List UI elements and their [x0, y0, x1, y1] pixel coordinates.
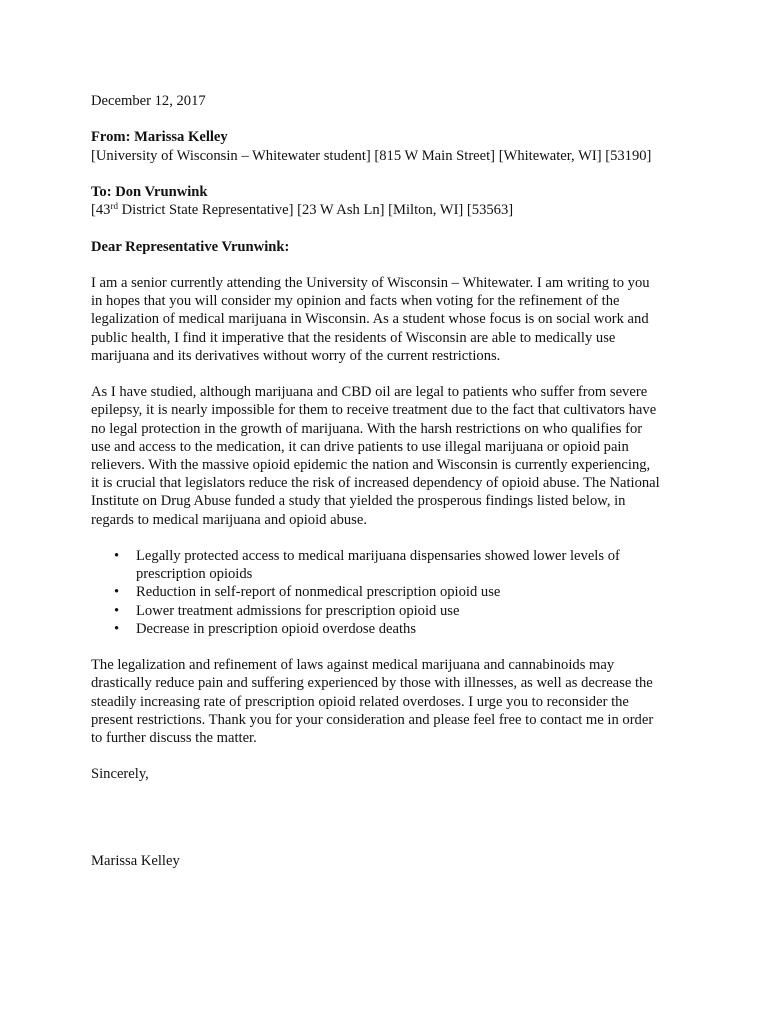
list-item-line: prescription opioids [136, 566, 253, 583]
paragraph-line: marijuana and its derivatives without worry of the current restrictions. [91, 347, 501, 364]
bullet-icon: • [114, 547, 120, 564]
to-details-prefix: [43 [91, 202, 111, 219]
paragraph-line: I am a senior currently attending the University of Wisconsin – Whitewater. I am writing to you [91, 274, 650, 291]
list-item [91, 602, 711, 620]
paragraph-line: regards to medical marijuana and opioid abuse. [91, 511, 367, 528]
salutation: Dear Representative Vrunwink: [91, 238, 290, 255]
paragraph-line: epilepsy, it is nearly impossible for them to receive treatment due to the fact that cultivators have [91, 402, 657, 419]
paragraph-line: use and access to the medication, it can drive patients to use illegal marijuana or opioid pain [91, 438, 629, 455]
signature-name: Marissa Kelley [91, 853, 180, 870]
list-item-line: Reduction in self-report of nonmedical prescription opioid use [136, 584, 501, 601]
list-item-line: Decrease in prescription opioid overdose deaths [136, 620, 417, 637]
to-details-superscript: rd [110, 201, 118, 212]
paragraph-line: to further discuss the matter. [91, 730, 257, 746]
letter-date: December 12, 2017 [91, 93, 206, 109]
paragraph-line: it is crucial that legislators reduce the risk of increased dependency of opioid abuse. The National [91, 475, 660, 492]
paragraph-intro [91, 274, 711, 365]
bullet-icon: • [114, 620, 120, 637]
list-item [91, 547, 711, 583]
to-details [91, 201, 711, 219]
paragraph-line: The legalization and refinement of laws against medical marijuana and cannabinoids may [91, 657, 615, 674]
paragraph-line: public health, I find it imperative that the residents of Wisconsin are able to medically use [91, 329, 616, 346]
list-item [91, 583, 711, 601]
to-label: To: Don Vrunwink [91, 183, 208, 200]
paragraph-line: no legal protection in the growth of marijuana. With the harsh restrictions on who qualifies for [91, 420, 643, 437]
paragraph-line: steadily increasing rate of prescription opioid related overdoses. I urge you to reconsider the [91, 693, 629, 710]
letter-page [91, 92, 711, 870]
bullet-icon: • [114, 602, 120, 619]
paragraph-conclusion [91, 656, 711, 747]
from-label: From: Marissa Kelley [91, 129, 228, 146]
closing: Sincerely, [91, 766, 149, 783]
list-item-line: Lower treatment admissions for prescription opioid use [136, 602, 460, 619]
paragraph-line: in hopes that you will consider my opinion and facts when voting for the refinement of the [91, 293, 620, 310]
paragraph-study [91, 383, 711, 529]
paragraph-line: drastically reduce pain and suffering experienced by those with illnesses, as well as decrease the [91, 675, 653, 692]
paragraph-line: As I have studied, although marijuana and CBD oil are legal to patients who suffer from severe [91, 384, 648, 401]
to-details-rest: District State Representative] [23 W Ash Ln] [Milton, WI] [53563] [117, 202, 514, 219]
bullet-icon: • [114, 584, 120, 601]
paragraph-line: relievers. With the massive opioid epidemic the nation and Wisconsin is currently experiencing, [91, 456, 651, 473]
paragraph-line: present restrictions. Thank you for your consideration and please feel free to contact me in order [91, 711, 654, 728]
paragraph-line: Institute on Drug Abuse funded a study that yielded the prosperous findings listed below, in [91, 493, 626, 510]
list-item [91, 620, 711, 638]
findings-list [91, 547, 711, 638]
paragraph-line: legalization of medical marijuana in Wisconsin. As a student whose focus is on social work and [91, 311, 649, 328]
from-details: [University of Wisconsin – Whitewater student] [815 W Main Street] [Whitewater, WI] [53190] [91, 147, 652, 164]
list-item-line: Legally protected access to medical marijuana dispensaries showed lower levels of [136, 547, 620, 564]
